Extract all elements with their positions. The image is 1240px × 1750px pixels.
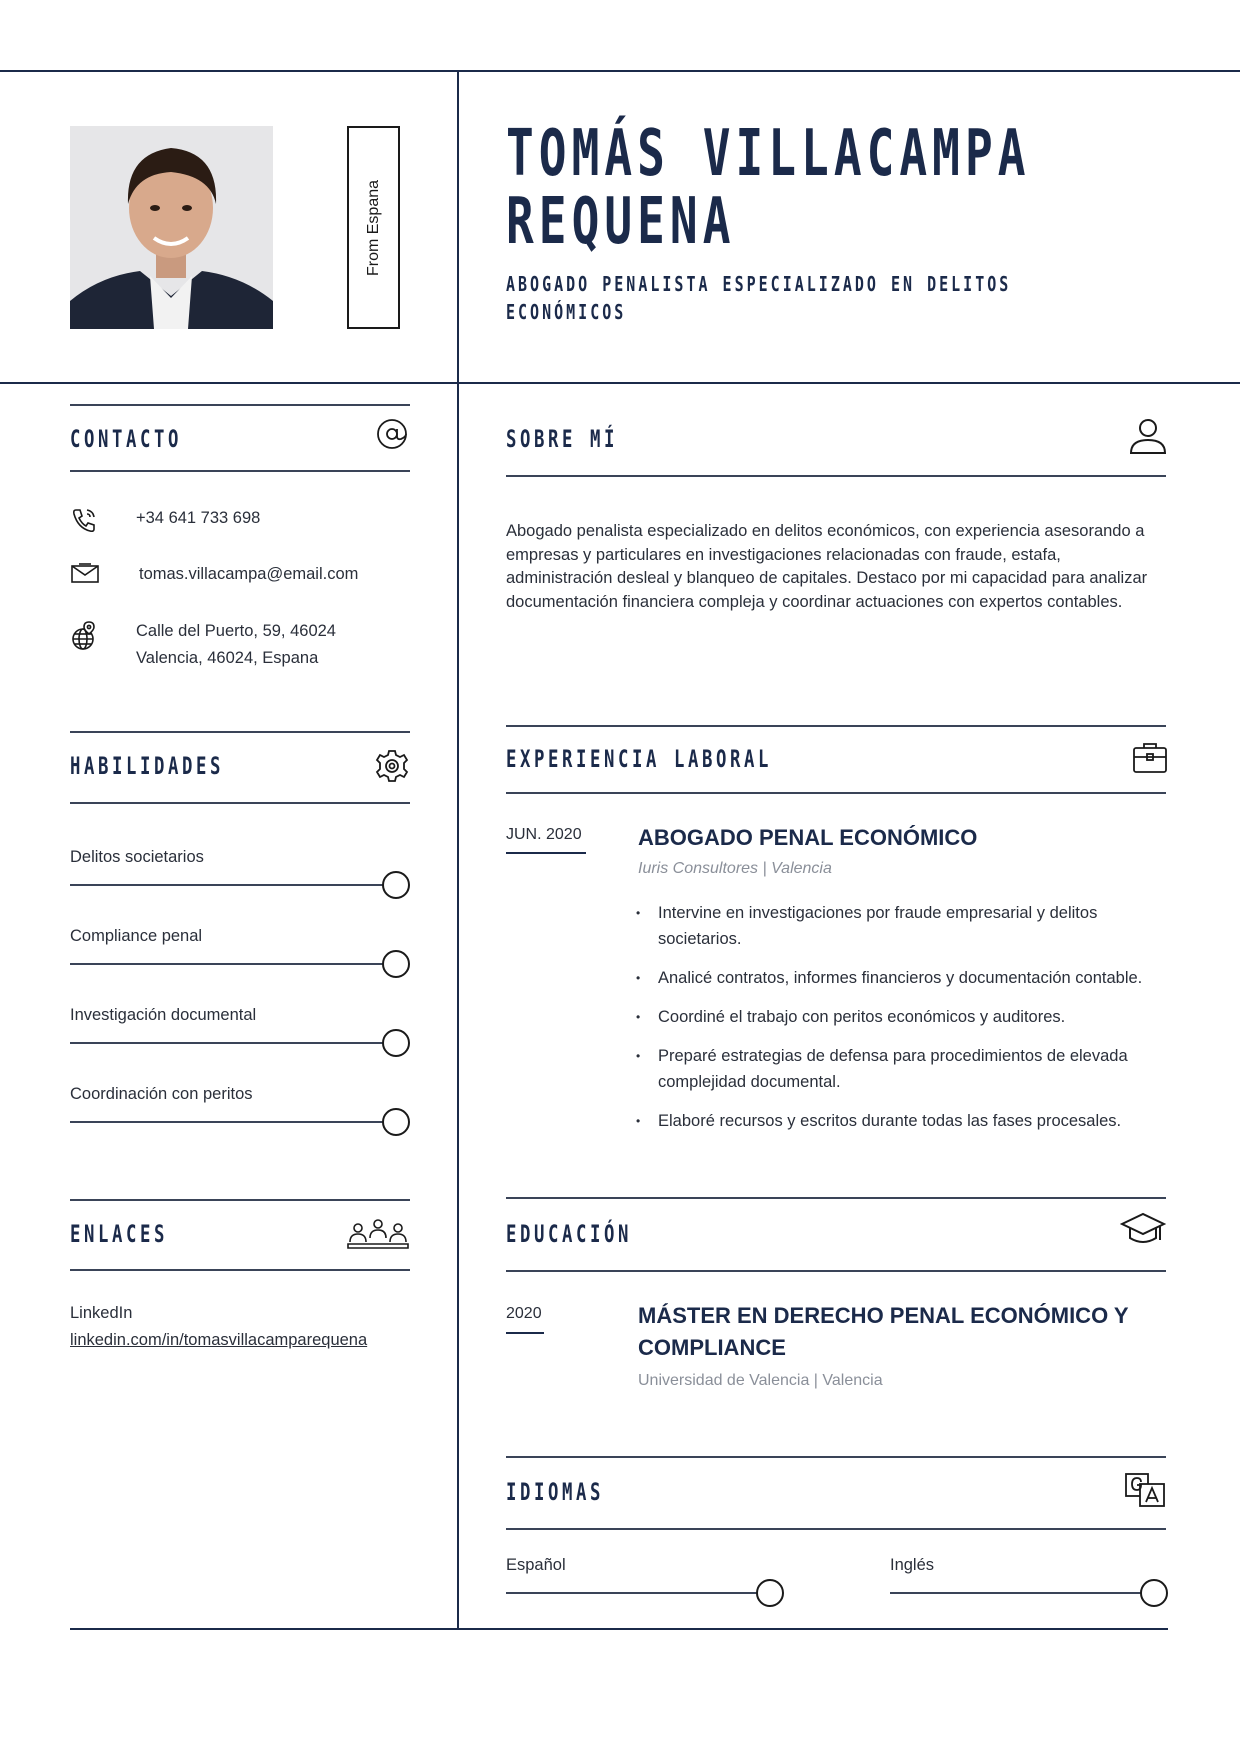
slider-track [70, 884, 396, 886]
experience-heading: EXPERIENCIA LABORAL [506, 745, 773, 773]
address [136, 618, 336, 672]
skills-bottom-rule [70, 802, 410, 804]
address-line-1: Calle del Puerto, 59, 46024 [136, 622, 336, 640]
email-address: tomas.villacampa@email.com [139, 565, 359, 583]
origin-text: From Espana [364, 179, 382, 276]
education-school: Universidad de Valencia | Valencia [638, 1372, 883, 1389]
language-level-slider [506, 1579, 784, 1607]
profile-photo [70, 126, 273, 329]
phone-number: +34 641 733 698 [136, 509, 261, 527]
language-level-slider [890, 1579, 1168, 1607]
languages-heading: IDIOMAS [506, 1478, 605, 1506]
header-bottom-border [0, 382, 1240, 384]
people-group-icon [346, 1216, 410, 1250]
headline-line-1: ABOGADO PENALISTA ESPECIALIZADO EN DELITOS [506, 272, 1012, 296]
job-company: Iuris Consultores | Valencia [638, 860, 832, 877]
linkedin-link[interactable]: linkedin.com/in/tomasvillacamparequena [70, 1331, 368, 1349]
list-item: • Preparé estrategias de defensa para procedimientos de elevada complejidad documental. [636, 1043, 1176, 1095]
languages-bottom-rule [506, 1528, 1166, 1530]
job-bullet-list [636, 900, 1176, 1147]
slider-track [70, 1042, 396, 1044]
degree-line-1: MÁSTER EN DERECHO PENAL ECONÓMICO Y [638, 1303, 1129, 1328]
links-top-rule [70, 1199, 410, 1201]
candidate-name [506, 117, 1031, 259]
language-label: Inglés [890, 1556, 935, 1574]
about-heading: SOBRE MÍ [506, 425, 619, 453]
contact-bottom-rule [70, 470, 410, 472]
slider-track [506, 1592, 770, 1594]
slider-track [890, 1592, 1154, 1594]
address-line-2: Valencia, 46024, Espana [136, 649, 319, 667]
about-bottom-rule [506, 475, 1166, 477]
skill-level-slider [70, 1029, 410, 1057]
degree-line-2: COMPLIANCE [638, 1335, 786, 1360]
skills-top-rule [70, 731, 410, 733]
phone-icon [70, 506, 98, 534]
languages-top-rule [506, 1456, 1166, 1458]
translate-icon [1124, 1472, 1166, 1508]
origin-badge [347, 126, 400, 329]
job-date-underline [506, 852, 586, 854]
links-bottom-rule [70, 1269, 410, 1271]
link-label: LinkedIn [70, 1304, 133, 1322]
skill-label: Delitos societarios [70, 848, 204, 866]
slider-knob [1140, 1579, 1168, 1607]
degree-title [638, 1300, 1129, 1364]
slider-knob [382, 950, 410, 978]
experience-bottom-rule [506, 792, 1166, 794]
user-icon [1128, 416, 1168, 456]
contact-top-rule [70, 404, 410, 406]
about-text: Abogado penalista especializado en delitos económicos, con experiencia asesorando a empresas y particulares en investigaciones relacionadas con fraude, estafa, administración desleal y blanqueo de capitales. Destaco por mi capacidad para analizar documentación financiera compleja y coordinar actuaciones con expertos contables. [506, 522, 1148, 611]
slider-track [70, 1121, 396, 1123]
experience-top-rule [506, 725, 1166, 727]
list-item: • Elaboré recursos y escritos durante todas las fases procesales. [636, 1108, 1176, 1134]
contact-heading: CONTACTO [70, 425, 183, 453]
skill-label: Compliance penal [70, 927, 203, 945]
job-title: ABOGADO PENAL ECONÓMICO [638, 825, 978, 850]
name-line-1: TOMÁS VILLACAMPA [506, 117, 1031, 191]
skill-level-slider [70, 950, 410, 978]
job-headline [506, 270, 1012, 326]
slider-knob [756, 1579, 784, 1607]
education-bottom-rule [506, 1270, 1166, 1272]
globe-location-icon [70, 620, 98, 652]
list-item: • Coordiné el trabajo con peritos económicos y auditores. [636, 1004, 1176, 1030]
education-heading: EDUCACIÓN [506, 1220, 633, 1248]
at-sign-icon [376, 418, 408, 450]
envelope-icon [70, 562, 100, 586]
slider-knob [382, 871, 410, 899]
skill-level-slider [70, 871, 410, 899]
bottom-border [70, 1628, 1168, 1630]
column-divider [457, 70, 459, 1630]
list-item: • Analicé contratos, informes financieros y documentación contable. [636, 965, 1176, 991]
slider-knob [382, 1108, 410, 1136]
education-date: 2020 [506, 1305, 542, 1322]
education-date-underline [506, 1332, 544, 1334]
skill-level-slider [70, 1108, 410, 1136]
skills-heading: HABILIDADES [70, 752, 225, 780]
slider-track [70, 963, 396, 965]
job-date: JUN. 2020 [506, 826, 582, 843]
headline-line-2: ECONÓMICOS [506, 300, 627, 324]
slider-knob [382, 1029, 410, 1057]
briefcase-icon [1132, 740, 1168, 774]
name-line-2: REQUENA [506, 185, 736, 259]
language-label: Español [506, 1556, 566, 1574]
gear-icon [374, 748, 410, 784]
skill-label: Coordinación con peritos [70, 1085, 253, 1103]
top-border [0, 70, 1240, 72]
education-top-rule [506, 1197, 1166, 1199]
skill-label: Investigación documental [70, 1006, 257, 1024]
graduation-cap-icon [1120, 1210, 1166, 1250]
list-item: • Intervine en investigaciones por fraude empresarial y delitos societarios. [636, 900, 1176, 952]
links-heading: ENLACES [70, 1220, 169, 1248]
